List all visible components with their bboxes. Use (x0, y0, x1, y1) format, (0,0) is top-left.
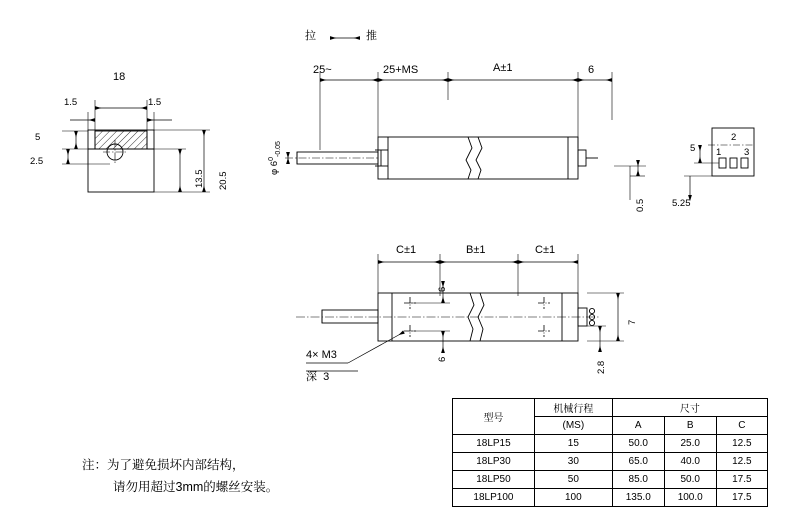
cell-c: 12.5 (716, 435, 767, 453)
cell-b: 40.0 (664, 453, 716, 471)
pin-2-label: 2 (731, 132, 737, 143)
pin-1-label: 1 (716, 147, 722, 158)
note-line-2: 请勿用超过3mm的螺丝安装。 (113, 480, 279, 494)
label-push: 推 (366, 30, 377, 42)
cell-a: 135.0 (612, 489, 664, 507)
callout-thread-count: 4× M3 (306, 349, 337, 361)
pin-3-label: 3 (744, 147, 750, 158)
cell-ms: 50 (534, 471, 612, 489)
dim-0p5: 0.5 (635, 198, 646, 212)
dim-6-bottom: 6 (437, 356, 448, 362)
dim-shaft-dia (268, 141, 282, 175)
dim-C-left: C±1 (396, 244, 417, 256)
cell-b: 25.0 (664, 435, 716, 453)
table-row (453, 489, 768, 507)
dim-left-1p5: 1.5 (64, 97, 78, 108)
cell-c: 12.5 (716, 453, 767, 471)
dim-h205: 20.5 (218, 171, 229, 190)
cell-a: 50.0 (612, 435, 664, 453)
dim-6: 6 (588, 64, 595, 76)
cell-b: 50.0 (664, 471, 716, 489)
spec-table (452, 398, 768, 507)
dim-2p8: 2.8 (596, 360, 607, 374)
dim-right-1p5: 1.5 (148, 97, 162, 108)
table-row (453, 471, 768, 489)
th-b: B (664, 417, 716, 435)
dim-h5: 5 (35, 132, 41, 143)
dim-A: A±1 (493, 62, 513, 74)
cell-model: 18LP50 (453, 471, 535, 489)
table-row (453, 453, 768, 471)
label-pull: 拉 (305, 30, 316, 42)
th-stroke: 机械行程 (534, 399, 612, 417)
callout-depth-value: 3 (323, 371, 330, 383)
dim-conn-5: 5 (690, 143, 696, 154)
dim-h25: 2.5 (30, 156, 44, 167)
cell-model: 18LP30 (453, 453, 535, 471)
dim-h135: 13.5 (194, 169, 205, 188)
dim-6-top: 6 (437, 286, 448, 292)
callout-depth-cn: 深 (306, 371, 317, 383)
dim-7: 7 (627, 319, 638, 325)
table-header-row-1 (453, 399, 768, 417)
dim-25-plus-ms: 25+MS (383, 64, 419, 76)
cell-ms: 30 (534, 453, 612, 471)
th-model: 型号 (453, 399, 535, 435)
cell-ms: 100 (534, 489, 612, 507)
note-line-1: 注：为了避免损坏内部结构， (82, 458, 245, 472)
dim-conn-525: 5.25 (672, 198, 691, 209)
cell-model: 18LP15 (453, 435, 535, 453)
cell-ms: 15 (534, 435, 612, 453)
th-stroke-unit: (MS) (534, 417, 612, 435)
dim-shaft-dia-value: φ 6 (269, 160, 281, 175)
cell-c: 17.5 (716, 471, 767, 489)
callout-thread-depth (306, 372, 329, 383)
dim-shaft-tol-lower: -0.05 (275, 141, 283, 157)
dim-C-right: C±1 (535, 244, 556, 256)
cell-a: 85.0 (612, 471, 664, 489)
dim-25: 25~ (313, 64, 332, 76)
cell-model: 18LP100 (453, 489, 535, 507)
th-c: C (716, 417, 767, 435)
cell-b: 100.0 (664, 489, 716, 507)
cell-a: 65.0 (612, 453, 664, 471)
dim-shaft-tol-upper: 0 (268, 157, 275, 161)
dim-width-18: 18 (113, 71, 126, 83)
th-dims: 尺寸 (612, 399, 767, 417)
table-row (453, 435, 768, 453)
cell-c: 17.5 (716, 489, 767, 507)
th-a: A (612, 417, 664, 435)
dim-B: B±1 (466, 244, 486, 256)
